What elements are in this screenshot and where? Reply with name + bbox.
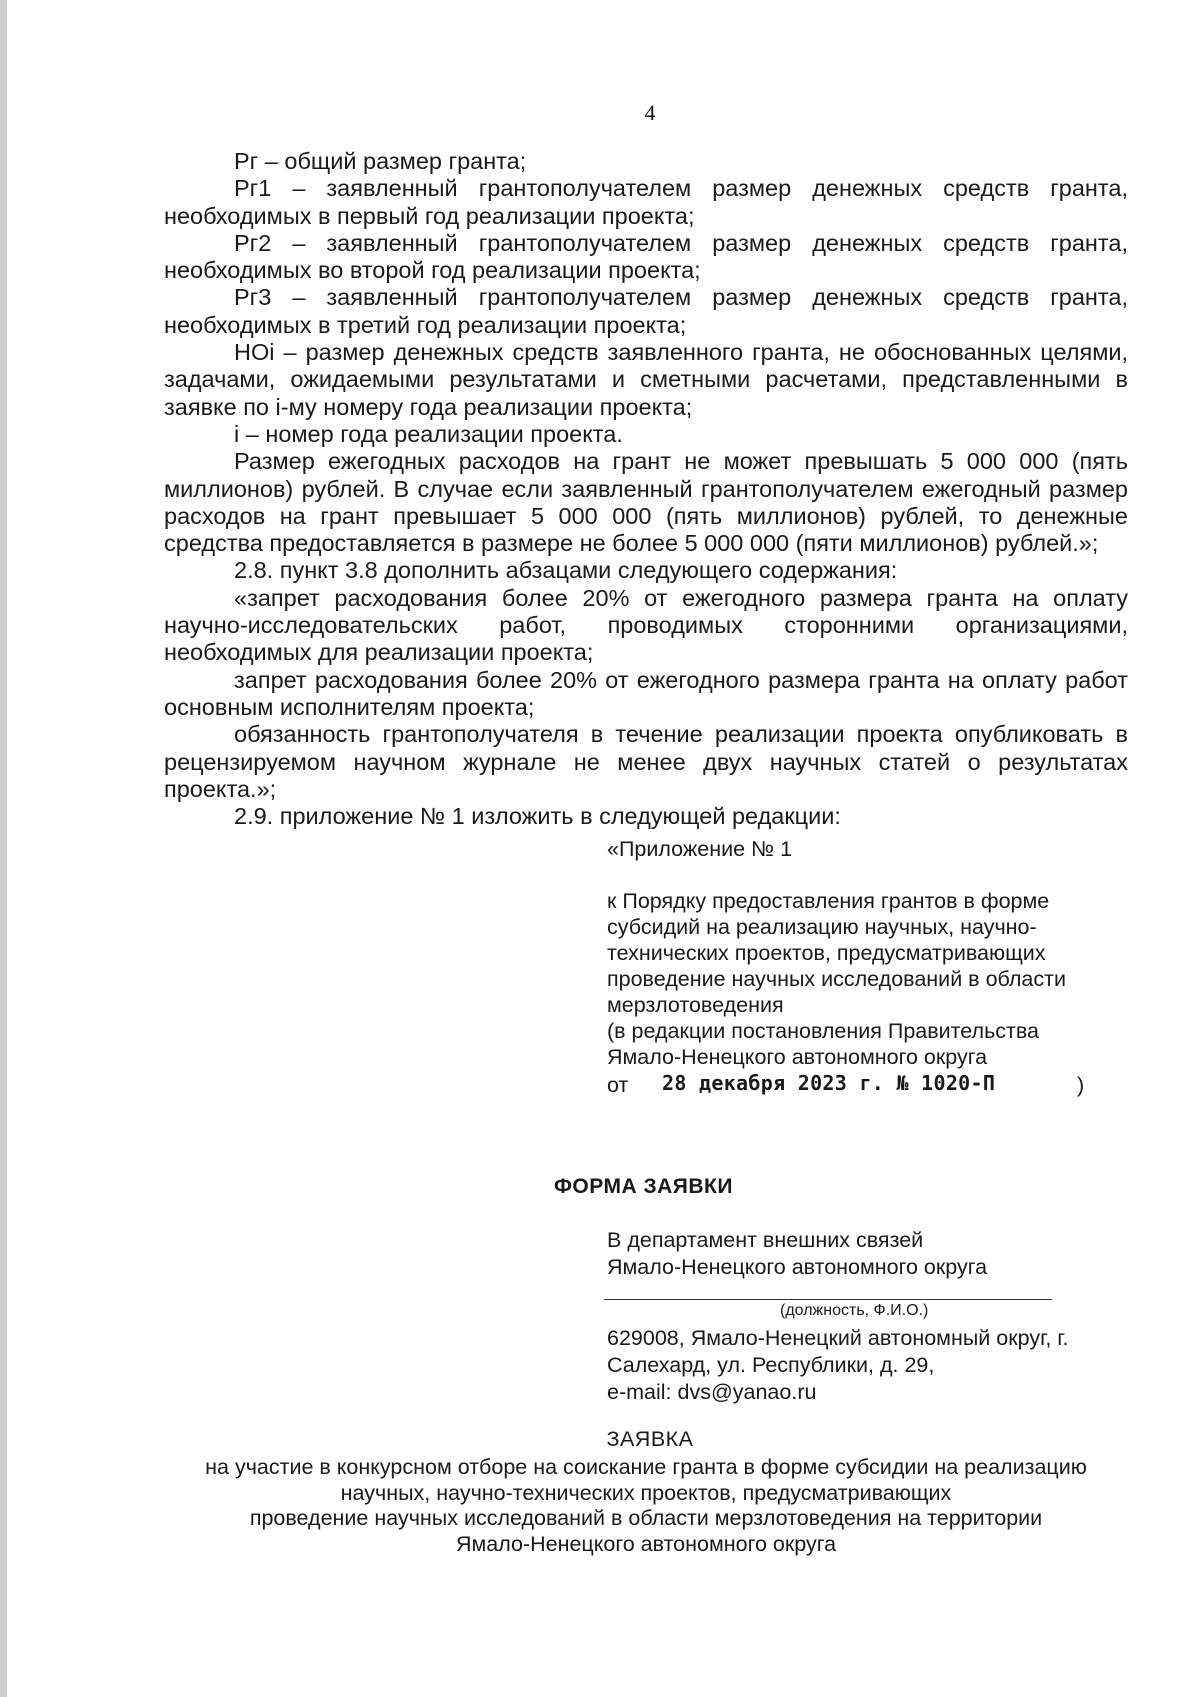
appendix-line: Ямало-Ненецкого автономного округа: [607, 1045, 988, 1069]
application-subtitle-line: на участие в конкурсном отборе на соискание гранта в форме субсидии на реализацию: [205, 1455, 1087, 1479]
appendix-line: мерзлотоведения: [607, 993, 784, 1017]
recipient-line: Ямало-Ненецкого автономного округа: [607, 1255, 988, 1279]
recipient-line: В департамент внешних связей: [607, 1228, 924, 1252]
paragraph-item-2-8: 2.8. пункт 3.8 дополнить абзацами следующего содержания:: [234, 557, 898, 584]
form-title: ФОРМА ЗАЯВКИ: [554, 1175, 733, 1198]
appendix-line: субсидий на реализацию научных, научно-: [607, 915, 1037, 939]
appendix-line: к Порядку предоставления грантов в форме: [607, 889, 1050, 913]
recipient-block: [607, 1227, 1127, 1281]
paragraph-rg3-definition: Рг3 – заявленный грантополучателем размер денежных средств гранта, необходимых в третий год реализации проекта;: [164, 284, 1128, 338]
appendix-heading: «Приложение № 1: [607, 837, 793, 861]
decree-line: [607, 1070, 1127, 1098]
paragraph-publication-duty: обязанность грантополучателя в течение реализации проекта опубликовать в рецензируемом научном журнале не менее двух научных статей о результатах проекта.»;: [164, 721, 1128, 802]
paragraph-rg1-definition: Рг1 – заявленный грантополучателем размер денежных средств гранта, необходимых в первый год реализации проекта;: [164, 175, 1128, 229]
application-subtitle-line: проведение научных исследований в области мерзлотоведения на территории: [249, 1506, 1043, 1531]
application-subtitle-line: Ямало-Ненецкого автономного округа: [455, 1531, 837, 1556]
decree-from-label: от: [607, 1073, 629, 1097]
address-block: [607, 1325, 1127, 1406]
signature-underline: [604, 1299, 1052, 1300]
application-title: ЗАЯВКА: [606, 1427, 694, 1451]
application-subtitle-line: научных, научно-технических проектов, предусматривающих: [340, 1480, 952, 1505]
signature-caption: (должность, Ф.И.О.): [780, 1302, 929, 1319]
address-line: 629008, Ямало-Ненецкий автономный округ, г.: [607, 1326, 1069, 1350]
paragraph-rg2-definition: Рг2 – заявленный грантополучателем размер денежных средств гранта, необходимых во второй год реализации проекта;: [164, 229, 1128, 284]
appendix-line: технических проектов, предусматривающих: [607, 941, 1046, 965]
appendix-block: [607, 837, 1127, 1098]
page-number: 4: [644, 100, 656, 125]
paragraph-annual-limit: Размер ежегодных расходов на грант не может превышать 5 000 000 (пять миллионов) рублей. В случае если заявленный грантополучателем ежегодный размер расходов на грант превышает 5 000 000 (пять миллионов) рублей, то денежные средства предоставляется в размере не более 5 000 000 (пяти миллионов) рублей.»;: [164, 448, 1128, 557]
appendix-line: (в редакции постановления Правительства: [607, 1019, 1040, 1043]
paragraph-i-definition: і – номер года реализации проекта.: [234, 420, 623, 447]
body-text: [164, 148, 1128, 830]
address-email: e-mail: dvs@yanao.ru: [607, 1380, 817, 1404]
paragraph-executor-limit: запрет расходования более 20% от ежегодного размера гранта на оплату работ основным исполнителям проекта;: [164, 666, 1128, 720]
application-subtitle: [164, 1455, 1128, 1557]
paragraph-noi-definition: НОі – размер денежных средств заявленного гранта, не обоснованных целями, задачами, ожидаемыми результатами и сметными расчетами, представленными в заявке по і-му номеру года реализации проекта;: [164, 339, 1128, 420]
decree-close-paren: ): [1077, 1073, 1085, 1097]
paragraph-item-2-9: 2.9. приложение № 1 изложить в следующей редакции:: [234, 803, 841, 830]
address-line: Салехард, ул. Республики, д. 29,: [607, 1353, 935, 1377]
paragraph-research-limit: «запрет расходования более 20% от ежегодного размера гранта на оплату научно-исследовательских работ, проводимых сторонними организациями, необходимых для реализации проекта;: [164, 584, 1128, 666]
paragraph-rg-definition: Рг – общий размер гранта;: [234, 148, 527, 174]
appendix-gap: [607, 862, 1127, 888]
decree-date-stamp: 28 декабря 2023 г. № 1020-П: [662, 1071, 996, 1095]
appendix-line: проведение научных исследований в области: [607, 967, 1066, 991]
